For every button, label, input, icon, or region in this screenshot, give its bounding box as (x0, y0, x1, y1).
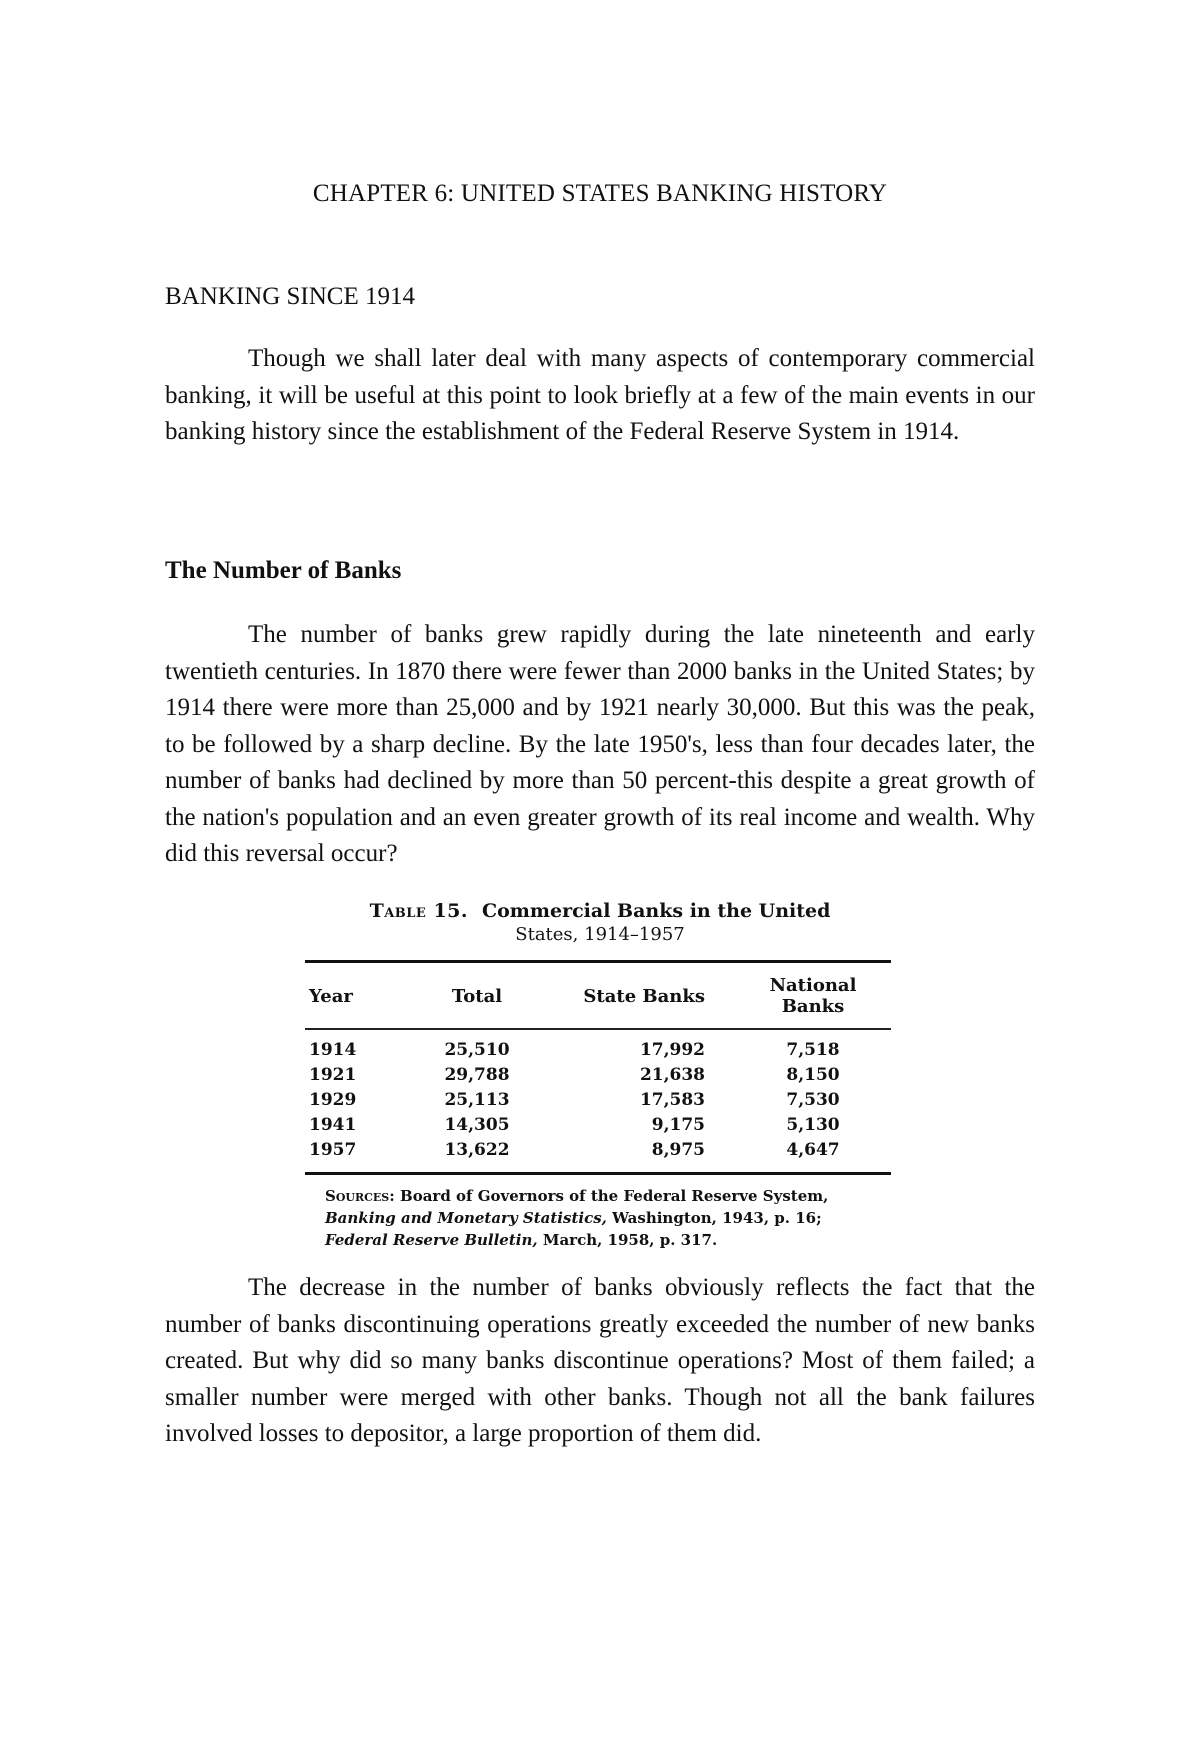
paragraph-decrease: The decrease in the number of banks obviously reflects the fact that the number of banks discontinuing operations greatly exceeded the number of new banks created. But why did so many banks discontinue operations? Most of them failed; a smaller number were merged with other banks. Though not all the bank failures involved losses to depositor, a large proportion of them did. (165, 1274, 1035, 1447)
cell-national-banks: 7,518 (786, 1040, 840, 1060)
cell-national-banks: 4,647 (786, 1140, 840, 1160)
table-label: Table 15. (369, 900, 469, 922)
banks-table (305, 960, 891, 1175)
cell-total: 25,510 (444, 1040, 510, 1060)
table-title-line-1: Commercial Banks in the United (482, 900, 831, 922)
cell-state-banks: 21,638 (639, 1065, 705, 1085)
cell-total: 14,305 (444, 1115, 510, 1135)
cell-total: 25,113 (444, 1090, 510, 1110)
cell-national-banks: 5,130 (786, 1115, 840, 1135)
sources-text-2: Washington, 1943, p. 16; (612, 1209, 822, 1227)
subheading-number-of-banks: The Number of Banks (165, 557, 402, 584)
cell-year: 1941 (309, 1115, 357, 1135)
header-total: Total (403, 962, 551, 1030)
cell-total: 29,788 (444, 1065, 510, 1085)
header-national-banks: National Banks (735, 962, 891, 1030)
cell-year: 1957 (309, 1140, 357, 1160)
cell-national-banks: 7,530 (786, 1090, 840, 1110)
cell-year: 1929 (309, 1090, 357, 1110)
paragraph-intro: Though we shall later deal with many aspects of contemporary commercial banking, it will be useful at this point to look briefly at a few of the main events in our banking history since the establishment of the Federal Reserve System in 1914. (165, 345, 1035, 445)
cell-state-banks: 9,175 (651, 1115, 705, 1135)
table-title-line-2: States, 1914–1957 (515, 924, 685, 945)
table-row (305, 1088, 891, 1113)
cell-year: 1914 (309, 1040, 357, 1060)
table-header-row (305, 962, 891, 1030)
table-row (305, 1029, 891, 1063)
cell-year: 1921 (309, 1065, 357, 1085)
table-15 (305, 900, 895, 1251)
section-heading: BANKING SINCE 1914 (165, 283, 415, 310)
table-row (305, 1063, 891, 1088)
sources-italic-2: Federal Reserve Bulletin, (325, 1231, 538, 1249)
cell-national-banks: 8,150 (786, 1065, 840, 1085)
header-year: Year (305, 962, 403, 1030)
table-sources (325, 1185, 885, 1251)
cell-state-banks: 17,583 (639, 1090, 705, 1110)
table-row (305, 1113, 891, 1138)
table-row (305, 1138, 891, 1174)
cell-state-banks: 17,992 (639, 1040, 705, 1060)
sources-text-3: March, 1958, p. 317. (542, 1231, 718, 1249)
paragraph-number-of-banks: The number of banks grew rapidly during the late nineteenth and early twentieth centuries. In 1870 there were fewer than 2000 banks in the United States; by 1914 there were more than 25,000 and by 1921 nearly 30,000. But this was the peak, to be followed by a sharp decline. By the late 1950's, less than four decades later, the number of banks had declined by more than 50 percent-this despite a great growth of the nation's population and an even greater growth of its real income and wealth. Why did this reversal occur? (165, 621, 1035, 867)
chapter-title: CHAPTER 6: UNITED STATES BANKING HISTORY (312, 180, 888, 207)
sources-text-1: Board of Governors of the Federal Reserve System, (400, 1187, 829, 1205)
table-caption (305, 900, 895, 946)
header-state-banks: State Banks (551, 962, 735, 1030)
sources-label: Sources: (325, 1187, 395, 1205)
cell-total: 13,622 (444, 1140, 510, 1160)
sources-italic-1: Banking and Monetary Statistics, (325, 1209, 607, 1227)
cell-state-banks: 8,975 (651, 1140, 705, 1160)
